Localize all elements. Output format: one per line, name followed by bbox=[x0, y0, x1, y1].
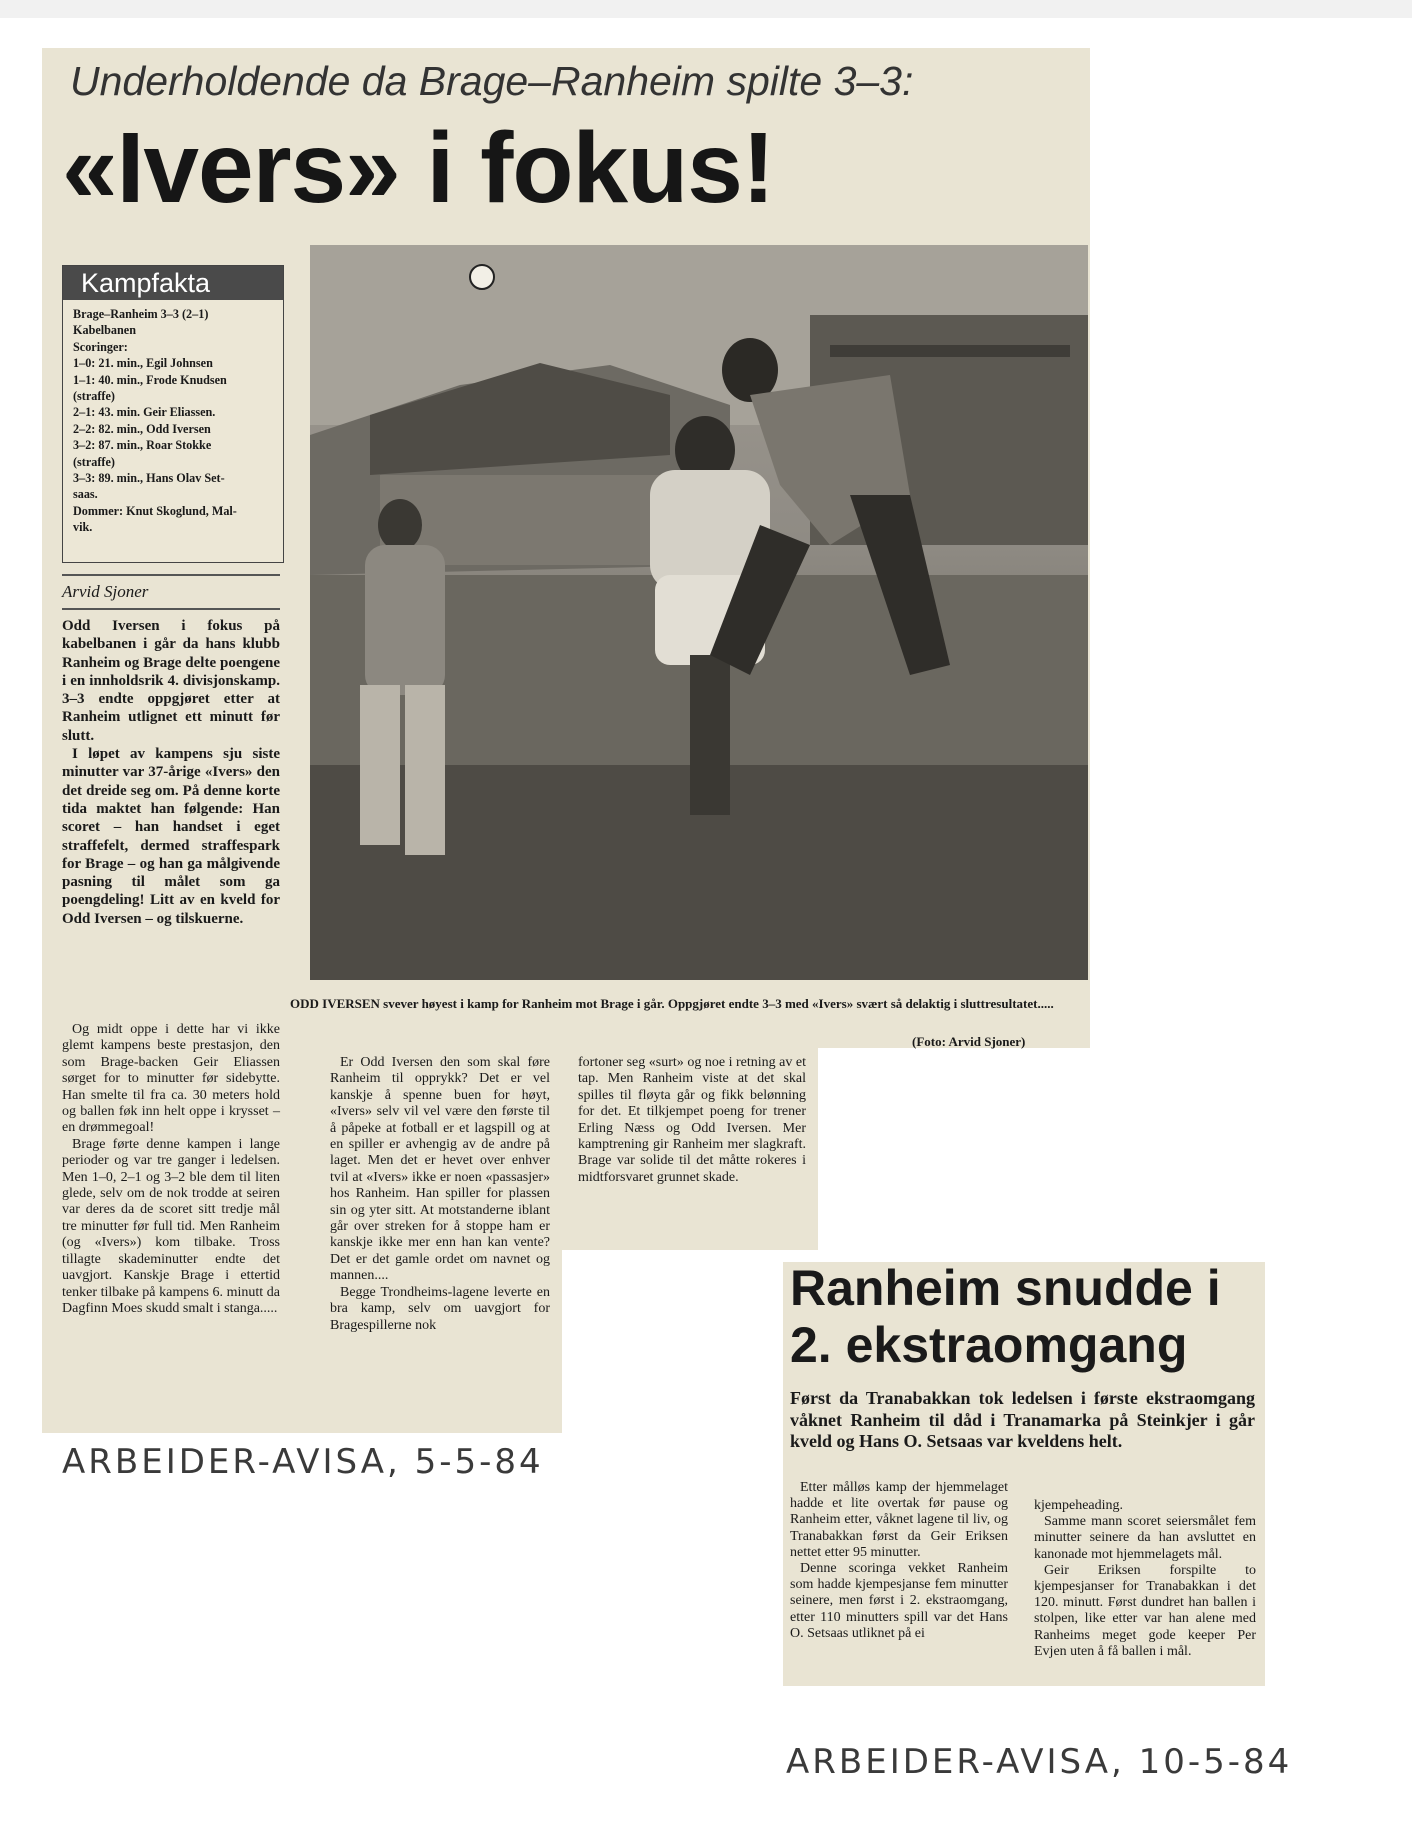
headline-line-1: Ranheim snudde i bbox=[790, 1260, 1221, 1316]
article-headline: «Ivers» i fokus! bbox=[62, 112, 775, 224]
match-photo-drawing bbox=[310, 245, 1088, 980]
scan-top-edge bbox=[0, 0, 1412, 18]
body-paragraph: Geir Eriksen forspilte to kjempesjanser for Tranabakkan i det 120. minutt. Først dundret han ballen i stolpen, like etter var han alene med Ranheims meget gode keeper Per Evjen uten å få ballen i mål. bbox=[1034, 1562, 1256, 1659]
body-paragraph: Er Odd Iversen den som skal føre Ranheim til opprykk? Det er vel kanskje å spenne buen for høyt, «Ivers» selv vil vel være den første til å påpeke at fotball er et lagspill og at en spiller er avhengig av de andre på laget. Men det er hevet over enhver tvil at «Ivers» ikke er noen «passasjer» hos Ranheim. Han spiller for plassen sin og yter sitt. At motstanderne iblant går over streken for å stoppe ham er kanskje ikke mer enn han kan vente? Det er det gamle ordet om navnet og mannen.... bbox=[330, 1055, 550, 1284]
fact-line: (straffe) bbox=[73, 389, 115, 404]
headline-line-2: 2. ekstraomgang bbox=[790, 1317, 1188, 1373]
article-column-2 bbox=[330, 1055, 550, 1334]
fact-box-title: Kampfakta bbox=[63, 266, 283, 300]
lead-paragraph: I løpet av kampens sju siste minutter var 37-årige «Ivers» den det dreide seg om. På denne korte tida maktet han følgende: Han scoret – han handset i eget straffefelt, dermed straffespark for Brage – og han ga målgivende pasning til målet som ga poengdeling! Litt av en kveld for Odd Iversen – og tilskuerne. bbox=[62, 746, 280, 927]
fact-line: (straffe) bbox=[73, 454, 115, 469]
body-paragraph: Og midt oppe i dette har vi ikke glemt kampens beste prestasjon, den som Brage-backen Geir Eliassen sørget for to minutter før sidebytte. Han smelte til fra ca. 30 meters hold og ballen føk inn helt oppe i krysset – en drømmegoal! bbox=[62, 1022, 280, 1136]
clipping-2-ingress: Først da Tranabakkan tok ledelsen i første ekstraomgang våknet Ranheim til dåd i Tranamarka på Steinkjer i går kveld og Hans O. Setsaas var kveldens helt. bbox=[790, 1388, 1255, 1451]
fact-box bbox=[62, 265, 284, 563]
body-paragraph: Samme mann scoret seiersmålet fem minutter seinere da han avsluttet en kanonade mot hjemmelagets mål. bbox=[1034, 1514, 1256, 1562]
photo-credit: (Foto: Arvid Sjoner) bbox=[912, 1034, 1026, 1049]
byline: Arvid Sjoner bbox=[62, 582, 149, 601]
body-paragraph: Denne scoringa vekket Ranheim som hadde kjempesjanse fem minutter seinere, men først i 2. ekstraomgang, etter 110 minutters spill var det Hans O. Setsaas utliknet på ei bbox=[790, 1561, 1008, 1641]
fact-line: 2–2: 82. min., Odd Iversen bbox=[73, 421, 211, 436]
body-paragraph: kjempeheading. bbox=[1034, 1498, 1124, 1513]
handwritten-source-1: ARBEIDER-AVISA, 5-5-84 bbox=[62, 1442, 544, 1482]
clipping-2-column-left bbox=[790, 1480, 1008, 1642]
lead-rule bbox=[62, 608, 280, 610]
body-paragraph: Brage førte denne kampen i lange perioder og var tre ganger i ledelsen. Men 1–0, 2–1 og 3–2 ble dem til liten glede, selv om de nok trodde at seiren var deres da de scoret sitt tredje mål tre minutter før full tid. Men Ranheim (og «Ivers») kom tilbake. Tross tillagte skademinutter endte det uavgjort. Kanskje Brage i ettertid tenker tilbake på kampens 6. minutt da Dagfinn Moes skudd smalt i stanga..... bbox=[62, 1136, 280, 1316]
fact-line: 1–1: 40. min., Frode Knudsen bbox=[73, 372, 227, 387]
article-kicker: Underholdende da Brage–Ranheim spilte 3–3: bbox=[70, 58, 914, 104]
lead-paragraph: Odd Iversen i fokus på kabelbanen i går da hans klubb Ranheim og Brage delte poengene i en innholdsrik 4. divisjonskamp. 3–3 endte oppgjøret etter at Ranheim utlignet ett minutt før slutt. bbox=[62, 618, 280, 744]
fact-line: Brage–Ranheim 3–3 (2–1) bbox=[73, 307, 209, 321]
article-lead bbox=[62, 617, 280, 928]
clipping-2-column-right bbox=[1034, 1498, 1256, 1660]
fact-line: vik. bbox=[73, 520, 93, 535]
match-photo bbox=[310, 245, 1088, 980]
article-column-1 bbox=[62, 1022, 280, 1317]
body-paragraph: Etter målløs kamp der hjemmelaget hadde et lite overtak før pause og Ranheim etter, våknet lagene til liv, og Tranabakkan først da Geir Eriksen nettet etter 95 minutter. bbox=[790, 1480, 1008, 1560]
fact-line: Kabelbanen bbox=[73, 323, 136, 338]
fact-line: 2–1: 43. min. Geir Eliassen. bbox=[73, 405, 216, 420]
fact-line: saas. bbox=[73, 487, 98, 502]
fact-line: Scoringer: bbox=[73, 339, 128, 354]
body-paragraph: fortoner seg «surt» og noe i retning av et tap. Men Ranheim viste at det skal spilles til fløyta går og fikk belønning for det. Et tilkjempet poeng for trener Erling Næss og Odd Iversen. Mer kamptrening gir Ranheim mer slagkraft. Brage var solide til det måtte rokeres i midtforsvaret grunnet skade. bbox=[578, 1055, 806, 1185]
body-paragraph: Begge Trondheims-lagene leverte en bra kamp, selv om uavgjort for Bragespillerne nok bbox=[330, 1284, 550, 1333]
photo-caption: ODD IVERSEN svever høyest i kamp for Ranheim mot Brage i går. Oppgjøret endte 3–3 med «Ivers» svært så delaktig i sluttresultatet..... bbox=[290, 996, 1054, 1011]
fact-line: 1–0: 21. min., Egil Johnsen bbox=[73, 356, 213, 371]
clipping-2-headline bbox=[790, 1260, 1221, 1374]
fact-line: Dommer: Knut Skoglund, Mal- bbox=[73, 503, 237, 518]
article-column-3 bbox=[578, 1055, 806, 1186]
handwritten-source-2: ARBEIDER-AVISA, 10-5-84 bbox=[786, 1742, 1293, 1782]
fact-line: 3–2: 87. min., Roar Stokke bbox=[73, 438, 212, 453]
fact-box-lines bbox=[63, 300, 283, 536]
fact-line: 3–3: 89. min., Hans Olav Set- bbox=[73, 471, 225, 486]
byline-rule bbox=[62, 574, 280, 576]
